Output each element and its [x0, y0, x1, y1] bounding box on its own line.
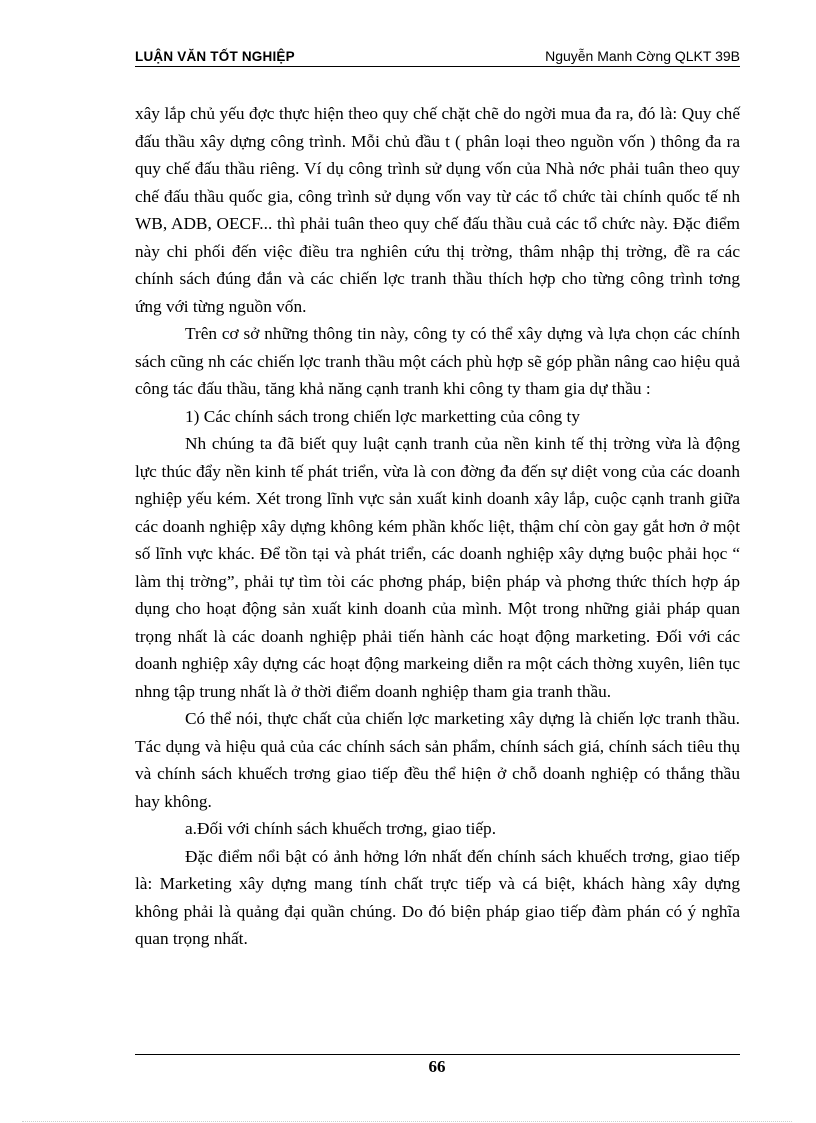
- body-text: [135, 100, 740, 953]
- paragraph: Đặc điểm nổi bật có ảnh hởng lớn nhất đến chính sách khuếch trơng, giao tiếp là: Marketing xây dựng mang tính chất trực tiếp và cá biệt, khách hàng xây dựng không phải là quảng đại quần chúng. Do đó biện pháp giao tiếp đàm phán có ý nghĩa quan trọng nhất.: [135, 846, 740, 948]
- footer-divider: [135, 1054, 740, 1055]
- subsection-heading: a.Đối với chính sách khuếch trơng, giao tiếp.: [185, 819, 497, 838]
- section-heading: 1) Các chính sách trong chiến lợc marketting của công ty: [185, 406, 580, 426]
- paragraph: Nh chúng ta đã biết quy luật cạnh tranh của nền kinh tế thị trờng vừa là động lực thúc đẩy nền kinh tế phát triển, vừa là con đờng đa đến sự diệt vong của các doanh nghiệp yếu kém. Xét trong lĩnh vực sản xuất kinh doanh xây lắp, cuộc cạnh tranh giữa các doanh nghiệp xây dựng không kém phần khốc liệt, thậm chí còn gay gắt hơn ở một số lĩnh vực khác. Để tồn tại và phát triển, các doanh nghiệp xây dựng buộc phải học “ làm thị trờng”, phải tự tìm tòi các phơng pháp, biện pháp và phơng thức thích hợp áp dụng cho hoạt động sản xuất kinh doanh của mình. Một trong những giải pháp quan trọng nhất là các doanh nghiệp phải tiến hành các hoạt động marketing. Đối với các doanh nghiệp xây dựng các hoạt động markeing diễn ra một cách thờng xuyên, liên tục nhng tập trung nhất là ở thời điểm doanh nghiệp tham gia tranh thầu.: [135, 434, 740, 701]
- paragraph: xây lắp chủ yếu đợc thực hiện theo quy chế chặt chẽ do ngời mua đa ra, đó là: Quy chế đấu thầu xây dựng công trình. Mỗi chủ đầu t ( phân loại theo nguồn vốn ) thông đa ra quy chế đấu thầu riêng. Ví dụ công trình sử dụng vốn của Nhà nớc phải tuân theo quy chế đấu thầu quốc gia, công trình sử dụng vốn vay từ các tổ chức tài chính quốc tế nh WB, ADB, OECF... thì phải tuân theo quy chế đấu thầu cuả các tổ chức này. Đặc điểm này chi phối đến việc điều tra nghiên cứu thị trờng, thâm nhập thị trờng, đề ra các chính sách đúng đắn và các chiến lợc tranh thầu thích hợp cho từng công trình tơng ứng với từng nguồn vốn.: [135, 104, 740, 316]
- page-header: [135, 48, 740, 67]
- author-class: Nguyễn Manh Cờng QLKT 39B: [545, 48, 740, 64]
- paragraph: Trên cơ sở những thông tin này, công ty có thể xây dựng và lựa chọn các chính sách cũng nh các chiến lợc tranh thầu một cách phù hợp sẽ góp phần nâng cao hiệu quả công tác đấu thầu, tăng khả năng cạnh tranh khi công ty tham gia dự thầu :: [135, 324, 740, 398]
- page-bottom-border: [22, 1121, 792, 1122]
- thesis-title: LUẬN VĂN TỐT NGHIỆP: [135, 49, 295, 64]
- paragraph: Có thể nói, thực chất của chiến lợc marketing xây dựng là chiến lợc tranh thầu. Tác dụng và hiệu quả của các chính sách sản phẩm, chính sách giá, chính sách tiêu thụ và chính sách khuếch trơng giao tiếp đều thể hiện ở chỗ doanh nghiệp có thắng thầu hay không.: [135, 709, 740, 811]
- page-number: 66: [428, 1057, 446, 1076]
